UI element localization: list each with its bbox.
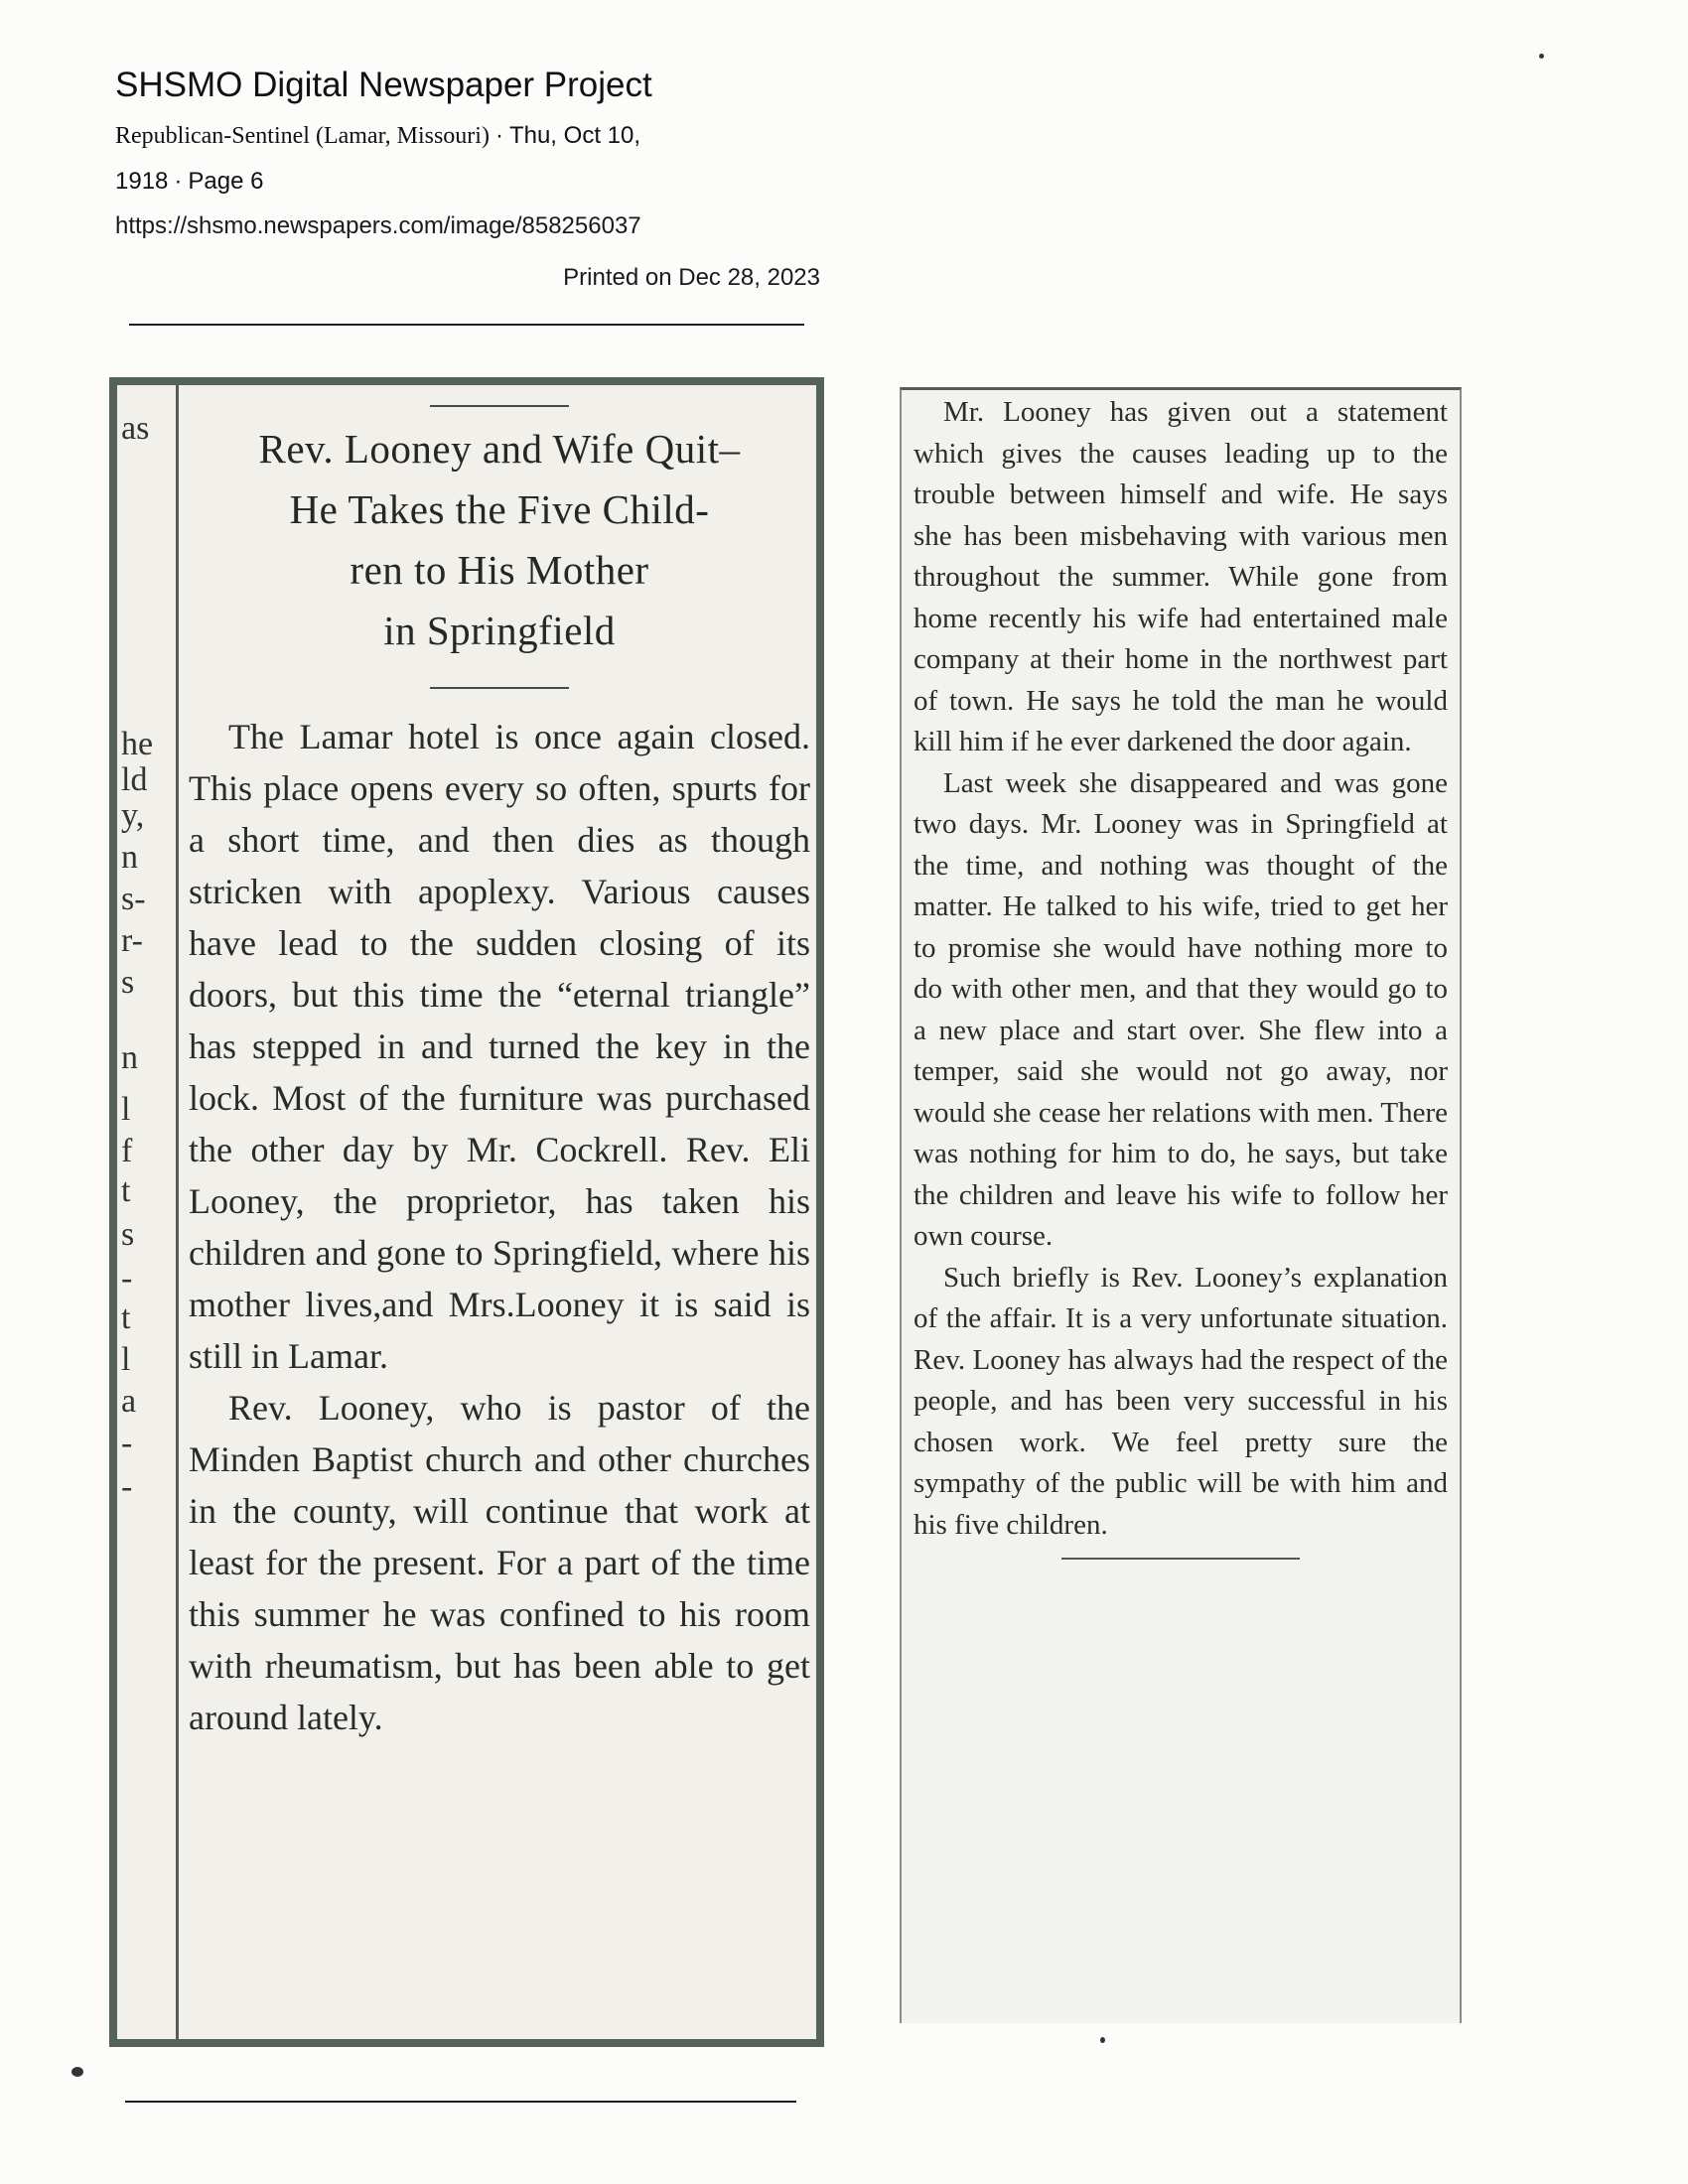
separator: · (494, 122, 503, 149)
article-paragraph: Such briefly is Rev. Looney’s explanation of the affair. It is a very unfortunate situation. Rev. Looney has always had the respect of the people, and has been very successful in his chosen work. We feel pretty sure the sympathy of the public will be with him and his five children. (914, 1261, 1448, 1541)
gutter-fragment: n (121, 839, 138, 876)
gutter-fragment: r- (121, 922, 143, 959)
gutter-fragment: as (121, 410, 150, 447)
gutter-fragment: - (121, 1260, 133, 1297)
article-headline (189, 419, 810, 661)
gutter-fragment: s (121, 964, 135, 1001)
scan-speck (1100, 2037, 1105, 2043)
article-paragraph: Rev. Looney, who is pastor of the Minden Baptist church and other churches in the county, will continue that work at least for the present. For a part of the time this summer he was confined to his room with rheumatism, but has been able to get around lately. (189, 1388, 810, 1737)
adjacent-column-fragment (117, 385, 179, 2039)
article-left (189, 393, 810, 1743)
article-paragraph: Last week she disappeared and was gone two days. Mr. Looney was in Springfield at the time, and nothing was thought of the matter. He talked to his wife, tried to get her to promise she would have nothing more to do with other men, and that they would go to a new place and start over. She flew into a temper, said she would not go away, nor would she cease her relations with men. There was nothing for him to do, he says, but take the children and leave his wife to follow her own course. (914, 766, 1448, 1252)
end-rule (1061, 1558, 1300, 1560)
project-title: SHSMO Digital Newspaper Project (115, 66, 652, 104)
gutter-fragment: t (121, 1299, 131, 1336)
printed-date: Printed on Dec 28, 2023 (563, 264, 820, 291)
gutter-fragment: l (121, 1341, 131, 1378)
headline-line: in Springfield (383, 608, 616, 653)
gutter-fragment: s (121, 1216, 135, 1253)
issue-date: Thu, Oct 10, (508, 122, 641, 149)
article-paragraph: The Lamar hotel is once again closed. This place opens every so often, spurts for a short time, and then dies as though stricken with apoplexy. Various causes have lead to the sudden closing of its doors, but this time the “eternal triangle” has stepped in and turned the key in the lock. Most of the furniture was purchased the other day by Mr. Cockrell. Rev. Eli Looney, the proprietor, has taken his children and gone to Springfield, where his mother lives,and Mrs.Looney it is said is still in Lamar. (189, 717, 810, 1376)
publication-name: Republican-Sentinel (Lamar, Missouri) (115, 123, 490, 149)
gutter-fragment: f (121, 1133, 133, 1169)
article-paragraph: Mr. Looney has given out a statement which gives the causes leading up to the trouble between himself and wife. He says she has been misbehaving with various men throughout the summer. While gone from home recently his wife had entertained male company at their home in the northwest part of town. He says he told the man he would kill him if he ever darkened the door again. (914, 396, 1448, 757)
headline-line: Rev. Looney and Wife Quit– (258, 426, 741, 472)
gutter-fragment: s- (121, 881, 146, 917)
print-header (115, 58, 820, 300)
page-number: Page 6 (188, 168, 264, 195)
clipping-left (109, 377, 824, 2047)
gutter-fragment: - (121, 1468, 133, 1505)
gutter-fragment: ld (121, 761, 148, 798)
issue-line (115, 159, 820, 205)
gutter-fragment: l (121, 1091, 131, 1128)
scan-speck (1539, 54, 1544, 59)
gutter-fragment: y, (121, 797, 145, 834)
headline-line: He Takes the Five Child- (289, 486, 710, 532)
source-url[interactable]: https://shsmo.newspapers.com/image/858256037 (115, 212, 641, 239)
ornament-rule (430, 405, 569, 407)
ornament-rule (430, 687, 569, 689)
issue-year: 1918 (115, 168, 169, 195)
headline-line: ren to His Mother (350, 547, 649, 593)
publication-line (115, 113, 820, 159)
scan-speck (71, 2067, 83, 2077)
footer-divider (125, 2101, 796, 2103)
gutter-fragment: t (121, 1172, 131, 1209)
gutter-fragment: - (121, 1425, 133, 1461)
article-right (914, 392, 1448, 1560)
gutter-fragment: he (121, 726, 154, 762)
clipping-right (900, 387, 1462, 2023)
separator: · (174, 168, 183, 195)
header-divider (129, 324, 804, 326)
gutter-fragment: n (121, 1039, 138, 1076)
gutter-fragment: a (121, 1383, 137, 1420)
